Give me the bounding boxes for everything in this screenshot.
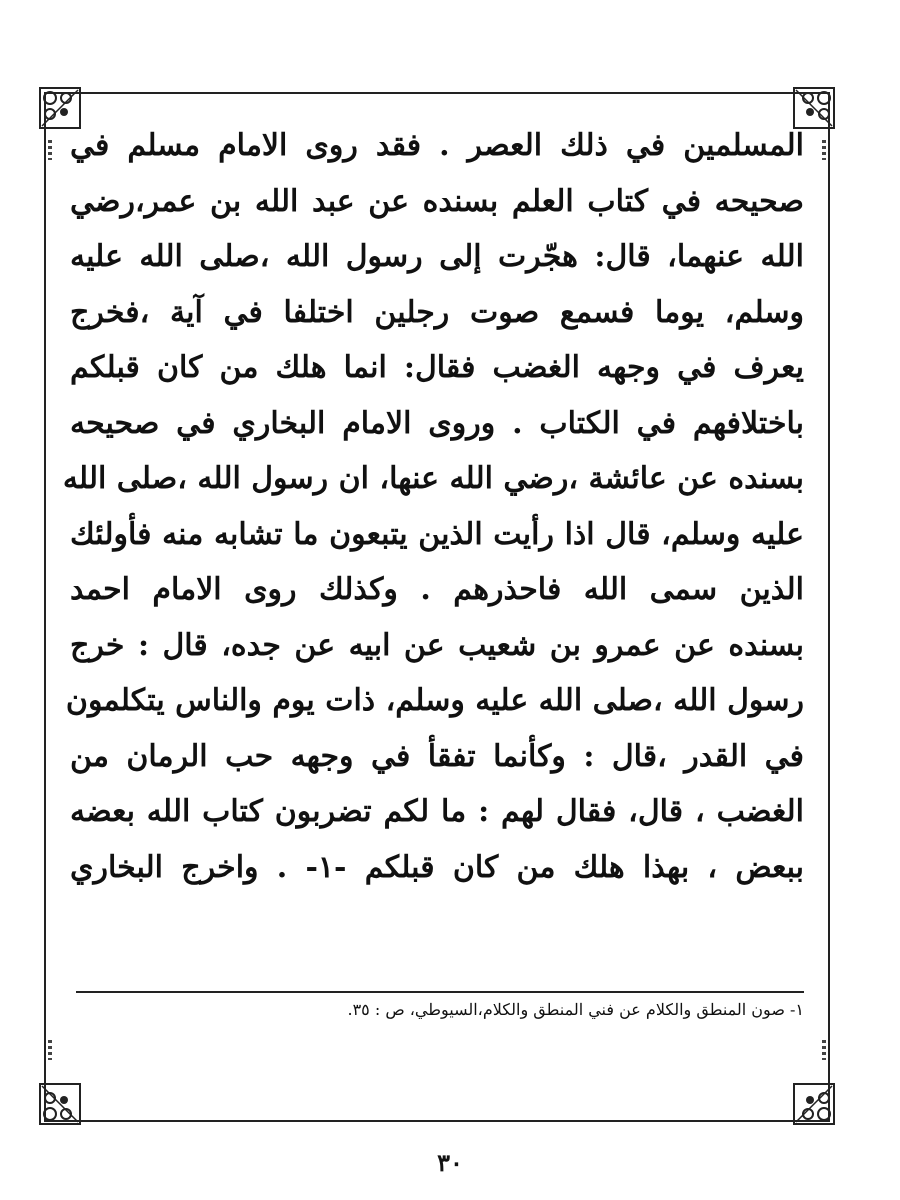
text-line: في القدر ،قال : وكأنما تفقأ في وجهه حب الرمان من bbox=[70, 738, 804, 774]
floral-corner-icon bbox=[36, 1080, 84, 1128]
border-ornament bbox=[48, 140, 52, 160]
text-line: صحيحه في كتاب العلم بسنده عن عبد الله بن عمر،رضي bbox=[70, 183, 804, 219]
border-ornament bbox=[822, 1040, 826, 1060]
floral-corner-icon bbox=[790, 1080, 838, 1128]
text-line: ببعض ، بهذا هلك من كان قبلكم -١- . واخرج البخاري bbox=[70, 849, 804, 885]
main-text bbox=[62, 118, 804, 895]
border-ornament bbox=[48, 1040, 52, 1060]
text-line: وسلم، يوما فسمع صوت رجلين اختلفا في آية ،فخرج bbox=[70, 294, 804, 330]
text-line: عليه وسلم، قال اذا رأيت الذين يتبعون ما تشابه منه فأولئك bbox=[70, 516, 804, 552]
footnote: ١- صون المنطق والكلام عن فني المنطق والكلام،السيوطي، ص : ٣٥. bbox=[347, 1000, 804, 1019]
text-line: الذين سمى الله فاحذرهم . وكذلك روى الامام احمد bbox=[70, 572, 804, 607]
text-line: المسلمين في ذلك العصر . فقد روى الامام مسلم في bbox=[70, 128, 804, 163]
text-line: الغضب ، قال، فقال لهم : ما لكم تضربون كتاب الله بعضه bbox=[70, 794, 804, 829]
border-ornament bbox=[822, 140, 826, 160]
text-line: الله عنهما، قال: هجّرت إلى رسول الله ،صلى الله عليه bbox=[70, 239, 804, 274]
text-line: رسول الله ،صلى الله عليه وسلم، ذات يوم والناس يتكلمون bbox=[65, 683, 804, 718]
text-line: بسنده عن عائشة ،رضي الله عنها، ان رسول الله ،صلى الله bbox=[62, 461, 804, 496]
text-line: باختلافهم في الكتاب . وروى الامام البخاري في صحيحه bbox=[70, 405, 804, 441]
text-line: بسنده عن عمرو بن شعيب عن ابيه عن جده، قال : خرج bbox=[70, 627, 804, 663]
text-line: يعرف في وجهه الغضب فقال: انما هلك من كان قبلكم bbox=[70, 350, 804, 385]
footnote-divider bbox=[76, 991, 804, 993]
page-number: ٣٠ bbox=[437, 1148, 463, 1177]
